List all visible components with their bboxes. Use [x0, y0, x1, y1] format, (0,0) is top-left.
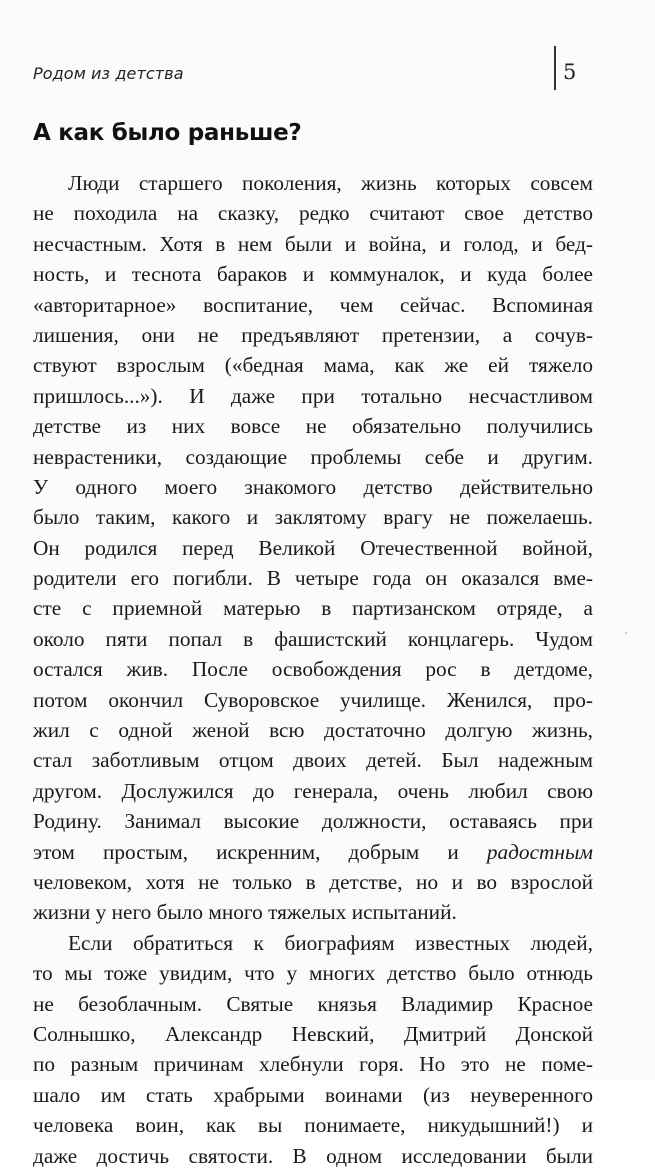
- text-line: жизни у него было много тяжелых испытаний.: [33, 900, 457, 925]
- text-line: не безоблачным. Святые князья Владимир Красное: [33, 991, 593, 1016]
- text-line: Он родился перед Великой Отечественной войной,: [33, 535, 593, 560]
- text-line: детстве из них вовсе не обязательно получились: [33, 414, 593, 439]
- text-line: то мы тоже увидим, что у многих детство было отнюдь: [33, 961, 593, 986]
- text-line: «авторитарное» воспитание, чем сейчас. Вспоминая: [33, 292, 593, 317]
- text-line: родители его погибли. В четыре года он оказался вме-: [33, 566, 593, 591]
- text-line: остался жив. После освобождения рос в детдоме,: [33, 657, 593, 682]
- text-line: стал заботливым отцом двоих детей. Был надежным: [33, 748, 593, 773]
- header-divider: [554, 46, 556, 90]
- text-line: ствуют взрослым («бедная мама, как же ей тяжело: [33, 353, 593, 378]
- text-line: не походила на сказку, редко считают свое детство: [33, 201, 593, 226]
- text-line: потом окончил Суворовское училище. Женился, про-: [33, 687, 593, 712]
- text-line: человеком, хотя не только в детстве, но и во взрослой: [33, 869, 593, 894]
- text-line: несчастным. Хотя в нем были и война, и голод, и бед-: [33, 231, 593, 256]
- text-fragment: этом простым, искренним, добрым и: [33, 839, 487, 864]
- text-line: Если обратиться к биографиям известных людей,: [68, 930, 593, 955]
- text-line: другом. Дослужился до генерала, очень любил свою: [33, 778, 593, 803]
- text-line: пришлось...»). И даже при тотально несчастливом: [33, 383, 593, 408]
- text-line: Люди старшего поколения, жизнь которых совсем: [68, 171, 593, 195]
- italic-word: радостным: [486, 839, 593, 864]
- text-line: даже достичь святости. В одном исследовании были: [33, 1143, 593, 1168]
- body-text: [33, 168, 593, 1171]
- running-head: Родом из детства: [33, 64, 184, 83]
- text-line-with-italic: [33, 837, 593, 867]
- page-number: 5: [563, 60, 577, 84]
- text-line: Родину. Занимал высокие должности, оставаясь при: [33, 809, 593, 834]
- text-line: по разным причинам хлебнули горя. Но это не поме-: [33, 1052, 593, 1077]
- text-line: около пяти попал в фашистский концлагерь. Чудом: [33, 626, 593, 651]
- text-line: сте с приемной матерью в партизанском отряде, а: [33, 596, 593, 621]
- text-line: шало им стать храбрыми воинами (из неуверенного: [33, 1082, 593, 1107]
- text-line: жил с одной женой всю достаточно долгую жизнь,: [33, 718, 593, 743]
- text-line: Солнышко, Александр Невский, Дмитрий Донской: [33, 1021, 593, 1046]
- text-line: было таким, какого и заклятому врагу не пожелаешь.: [33, 505, 593, 530]
- text-line: У одного моего знакомого детство действительно: [33, 474, 593, 499]
- text-line: неврастеники, создающие проблемы себе и другим.: [33, 444, 593, 469]
- text-line: человека воин, как вы понимаете, никудышний!) и: [33, 1113, 593, 1138]
- section-heading: А как было раньше?: [33, 120, 302, 146]
- scan-speck: [625, 632, 627, 634]
- text-line: ность, и теснота бараков и коммуналок, и куда более: [33, 262, 593, 287]
- text-line: лишения, они не предъявляют претензии, а сочув-: [33, 322, 593, 347]
